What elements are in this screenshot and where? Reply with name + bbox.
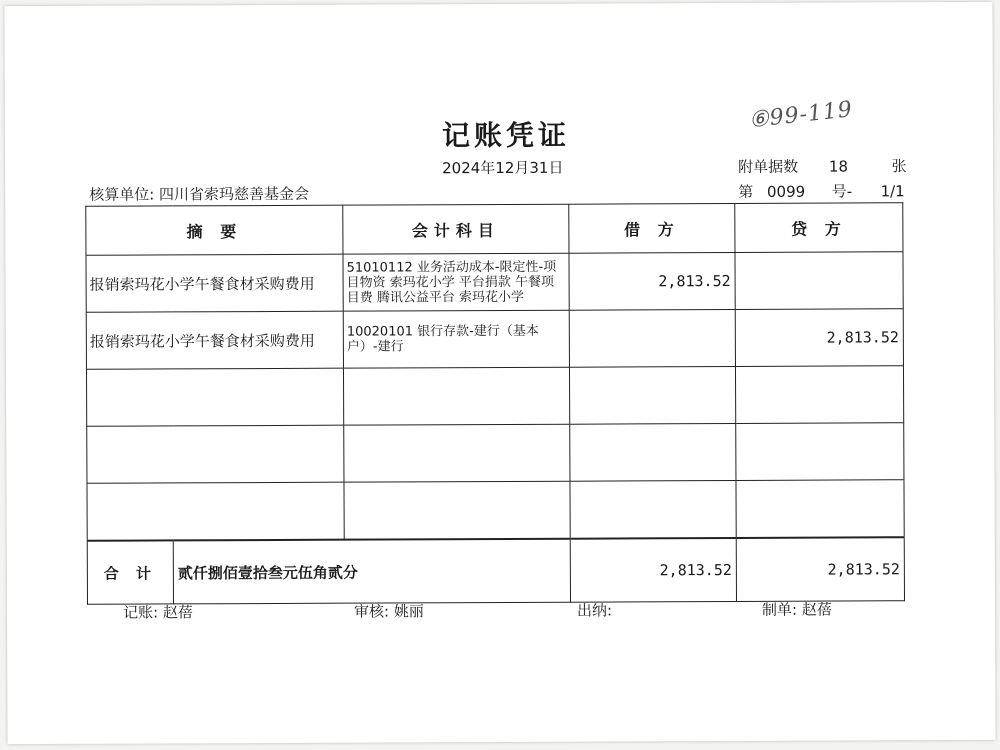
header-account: 会计科目 (343, 204, 569, 254)
entry-debit (570, 423, 736, 481)
attachment-label: 附单据数 (738, 157, 799, 176)
total-label: 合 计 (87, 540, 173, 604)
voucher-table (85, 202, 905, 605)
footer-preparer: 制单: 赵蓓 (761, 600, 832, 619)
table-row (86, 309, 903, 370)
page-title: 记账凭证 (441, 118, 571, 153)
entry-credit (736, 480, 904, 538)
voucher-page: 1/1 (880, 182, 905, 201)
footer-cashier: 出纳: (576, 601, 613, 620)
entry-credit: 2,813.52 (735, 309, 903, 367)
entry-account: 10020101 银行存款-建行（基本户）-建行 (343, 310, 569, 368)
voucher-paper (4, 2, 995, 744)
table-row (86, 366, 903, 427)
header-summary: 摘 要 (86, 205, 343, 255)
voucher-date: 2024年12月31日 (442, 158, 564, 178)
voucher-suffix: 号- (831, 182, 853, 201)
footer-bookkeeper: 记账: 赵蓓 (123, 603, 193, 622)
entry-debit (569, 366, 735, 424)
entry-summary (87, 482, 344, 541)
table-header-row (86, 203, 903, 256)
entry-summary (87, 425, 344, 483)
footer-reviewer: 审核: 姚丽 (354, 602, 424, 621)
total-debit: 2,813.52 (570, 538, 736, 602)
header-credit: 贷 方 (735, 203, 903, 253)
entry-account (344, 481, 570, 539)
entry-summary: 报销索玛花小学午餐食材采购费用 (86, 311, 343, 369)
entry-credit (735, 366, 903, 424)
entry-account (343, 367, 569, 425)
voucher-prefix: 第 (738, 182, 754, 201)
entry-credit (735, 252, 903, 310)
table-row (87, 480, 904, 541)
accounting-unit: 核算单位: 四川省索玛慈善基金会 (89, 184, 310, 204)
entry-debit (569, 309, 735, 367)
entry-credit (736, 423, 904, 481)
total-amount-words: 贰仟捌佰壹拾叁元伍角贰分 (173, 539, 570, 604)
attachment-unit: 张 (891, 157, 907, 176)
voucher-no: 0099 (766, 182, 806, 201)
entry-account: 51010112 业务活动成本-限定性-项目物资 索玛花小学 平台捐款 午餐项目费 腾讯公益平台 索玛花小学 (343, 253, 569, 311)
entry-debit: 2,813.52 (569, 252, 735, 310)
table-row (87, 423, 904, 484)
header-debit: 借 方 (569, 203, 735, 253)
voucher-number (738, 180, 905, 202)
entry-summary: 报销索玛花小学午餐食材采购费用 (86, 254, 343, 312)
total-row (87, 537, 904, 604)
attachment-number: 18 (828, 157, 849, 176)
total-credit: 2,813.52 (736, 537, 904, 601)
table-row (86, 252, 903, 313)
entry-summary (86, 368, 343, 426)
handwritten-note: ⑥99-119 (747, 97, 855, 134)
entry-account (344, 424, 570, 482)
attachment-count (738, 155, 907, 177)
entry-debit (570, 480, 736, 538)
